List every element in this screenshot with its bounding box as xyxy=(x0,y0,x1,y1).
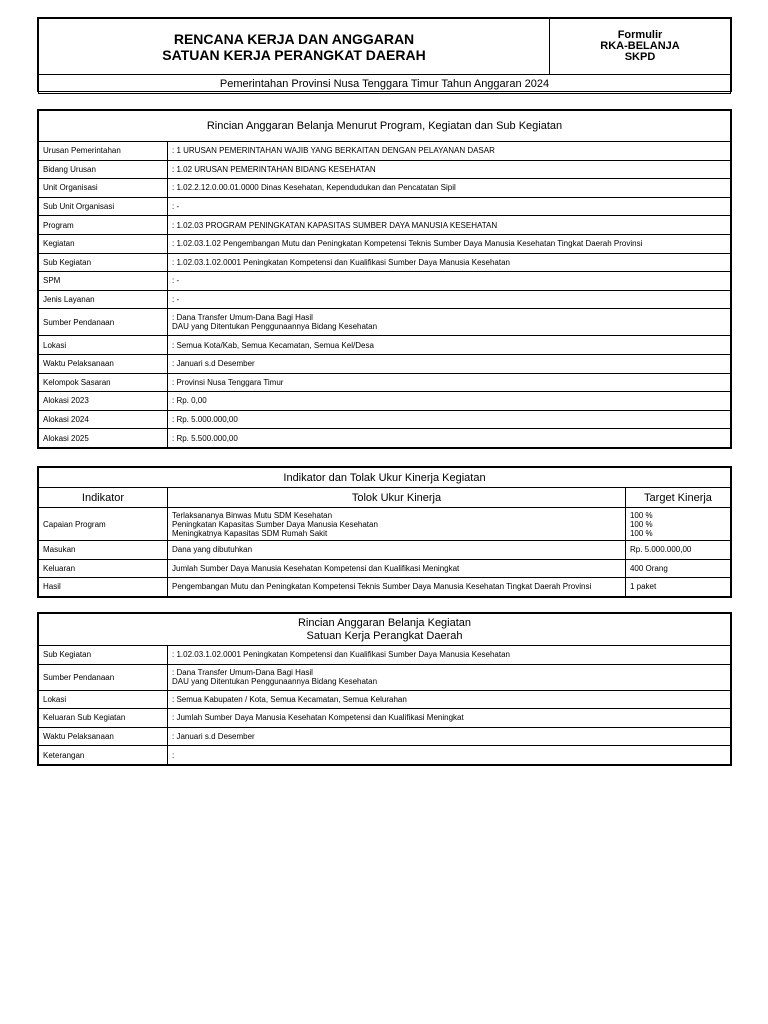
row-value: : Rp. 0,00 xyxy=(168,392,731,411)
row-label: Lokasi xyxy=(39,336,168,355)
form-code xyxy=(550,19,731,75)
row-label: Kegiatan xyxy=(39,234,168,253)
form-code-line2: RKA-BELANJA xyxy=(600,40,680,52)
indicator-measure: Pengembangan Mutu dan Peningkatan Kompetensi Teknis Sumber Daya Manusia Kesehatan Tingkat Daerah Provinsi xyxy=(168,578,626,597)
column-header-tolok: Tolok Ukur Kinerja xyxy=(168,488,626,508)
table-row xyxy=(39,216,731,235)
measure-line: Peningkatan Kapasitas Sumber Daya Manusia Kesehatan xyxy=(172,519,378,529)
row-label: Program xyxy=(39,216,168,235)
table-row xyxy=(39,746,731,765)
measure-line: Terlaksananya Binwas Mutu SDM Kesehatan xyxy=(172,510,333,520)
indicator-target: 1 paket xyxy=(625,578,730,597)
row-label: Unit Organisasi xyxy=(39,179,168,198)
row-value: : - xyxy=(168,197,731,216)
row-value: : Januari s.d Desember xyxy=(168,727,731,746)
column-header-target: Target Kinerja xyxy=(625,488,730,508)
row-label: Urusan Pemerintahan xyxy=(39,142,168,161)
indicator-target xyxy=(625,508,730,541)
table-row xyxy=(39,336,731,355)
indicator-row xyxy=(39,578,731,597)
sumber-line1: : Dana Transfer Umum-Dana Bagi Hasil xyxy=(172,668,313,678)
row-value: : 1.02.03.1.02.0001 Peningkatan Kompetensi dan Kualifikasi Sumber Daya Manusia Kesehatan xyxy=(168,253,731,272)
row-label: Sub Kegiatan xyxy=(39,646,168,665)
row-value: : Semua Kabupaten / Kota, Semua Kecamatan, Semua Kelurahan xyxy=(168,690,731,709)
row-value: : Rp. 5.000.000,00 xyxy=(168,410,731,429)
table-row xyxy=(39,354,731,373)
indicator-row xyxy=(39,541,731,560)
table-row xyxy=(39,253,731,272)
row-value: : Rp. 5.500.000,00 xyxy=(168,429,731,448)
row-label: Alokasi 2025 xyxy=(39,429,168,448)
row-value: : - xyxy=(168,272,731,291)
measure-line: Meningkatnya Kapasitas SDM Rumah Sakit xyxy=(172,528,328,538)
table-row xyxy=(39,392,731,411)
table-row xyxy=(39,234,731,253)
table-row xyxy=(39,709,731,728)
document-title xyxy=(39,19,550,75)
table-row xyxy=(39,272,731,291)
indicator-section xyxy=(37,466,732,598)
row-label: Sumber Pendanaan xyxy=(39,664,168,690)
indicator-label: Masukan xyxy=(39,541,168,560)
row-label: Keterangan xyxy=(39,746,168,765)
section-title xyxy=(39,614,731,646)
row-label: Sub Kegiatan xyxy=(39,253,168,272)
document-header xyxy=(37,17,732,92)
column-header-indikator: Indikator xyxy=(39,488,168,508)
section-title: Rincian Anggaran Belanja Menurut Program, Kegiatan dan Sub Kegiatan xyxy=(39,111,731,142)
table-row xyxy=(39,727,731,746)
row-label: Keluaran Sub Kegiatan xyxy=(39,709,168,728)
row-value: : 1.02.2.12.0.00.01.0000 Dinas Kesehatan, Kependudukan dan Pencatatan Sipil xyxy=(168,179,731,198)
row-label: Bidang Urusan xyxy=(39,160,168,179)
row-label: Waktu Pelaksanaan xyxy=(39,727,168,746)
table-row xyxy=(39,373,731,392)
row-value: : Provinsi Nusa Tenggara Timur xyxy=(168,373,731,392)
row-label: Jenis Layanan xyxy=(39,290,168,309)
row-value: : Januari s.d Desember xyxy=(168,354,731,373)
row-label: Alokasi 2023 xyxy=(39,392,168,411)
sumber-line2: DAU yang Ditentukan Penggunaannya Bidang Kesehatan xyxy=(172,677,378,687)
row-label: Kelompok Sasaran xyxy=(39,373,168,392)
sumber-line1: : Dana Transfer Umum-Dana Bagi Hasil xyxy=(172,313,313,323)
row-label: Alokasi 2024 xyxy=(39,410,168,429)
form-code-line1: Formulir xyxy=(617,29,663,41)
row-value: : Semua Kota/Kab, Semua Kecamatan, Semua Kel/Desa xyxy=(168,336,731,355)
form-code-line3: SKPD xyxy=(624,51,656,63)
table-row xyxy=(39,160,731,179)
row-value: : Jumlah Sumber Daya Manusia Kesehatan Kompetensi dan Kualifikasi Meningkat xyxy=(168,709,731,728)
table-row xyxy=(39,142,731,161)
indicator-row xyxy=(39,559,731,578)
target-line: 100 % xyxy=(629,510,653,520)
row-label: Sumber Pendanaan xyxy=(39,309,168,336)
row-value: : xyxy=(168,746,731,765)
row-value xyxy=(168,664,731,690)
table-row xyxy=(39,179,731,198)
indicator-measure xyxy=(168,508,626,541)
table-row xyxy=(39,290,731,309)
government-year: Pemerintahan Provinsi Nusa Tenggara Timur Tahun Anggaran 2024 xyxy=(39,75,731,94)
indicator-measure: Jumlah Sumber Daya Manusia Kesehatan Kompetensi dan Kualifikasi Meningkat xyxy=(168,559,626,578)
section-title-line2: Satuan Kerja Perangkat Daerah xyxy=(306,629,463,642)
activity-budget-section xyxy=(37,612,732,766)
document-title-line2: SATUAN KERJA PERANGKAT DAERAH xyxy=(162,46,426,63)
indicator-target: 400 Orang xyxy=(625,559,730,578)
row-value: : 1.02.03 PROGRAM PENINGKATAN KAPASITAS SUMBER DAYA MANUSIA KESEHATAN xyxy=(168,216,731,235)
table-row xyxy=(39,410,731,429)
row-value: : - xyxy=(168,290,731,309)
table-row xyxy=(39,429,731,448)
row-label: Lokasi xyxy=(39,690,168,709)
indicator-label: Hasil xyxy=(39,578,168,597)
indicator-target: Rp. 5.000.000,00 xyxy=(625,541,730,560)
row-value: : 1.02.03.1.02.0001 Peningkatan Kompetensi dan Kualifikasi Sumber Daya Manusia Kesehatan xyxy=(168,646,731,665)
table-row xyxy=(39,197,731,216)
indicator-measure: Dana yang dibutuhkan xyxy=(168,541,626,560)
table-row xyxy=(39,690,731,709)
row-value: : 1 URUSAN PEMERINTAHAN WAJIB YANG BERKAITAN DENGAN PELAYANAN DASAR xyxy=(168,142,731,161)
row-label: SPM xyxy=(39,272,168,291)
target-line: 100 % xyxy=(629,519,653,529)
indicator-label: Capaian Program xyxy=(39,508,168,541)
target-line: 100 % xyxy=(629,528,653,538)
row-label: Sub Unit Organisasi xyxy=(39,197,168,216)
sumber-line2: DAU yang Ditentukan Penggunaannya Bidang Kesehatan xyxy=(172,322,378,332)
section-title: Indikator dan Tolak Ukur Kinerja Kegiatan xyxy=(39,468,731,488)
row-value: : 1.02 URUSAN PEMERINTAHAN BIDANG KESEHATAN xyxy=(168,160,731,179)
program-details-section xyxy=(37,109,732,449)
row-value: : 1.02.03.1.02 Pengembangan Mutu dan Peningkatan Kompetensi Teknis Sumber Daya Manusia Kesehatan Tingkat Daerah Provinsi xyxy=(168,234,731,253)
document-title-line1: RENCANA KERJA DAN ANGGARAN xyxy=(173,30,415,47)
indicator-label: Keluaran xyxy=(39,559,168,578)
section-title-line1: Rincian Anggaran Belanja Kegiatan xyxy=(297,616,472,629)
row-label: Waktu Pelaksanaan xyxy=(39,354,168,373)
row-value xyxy=(168,309,731,336)
